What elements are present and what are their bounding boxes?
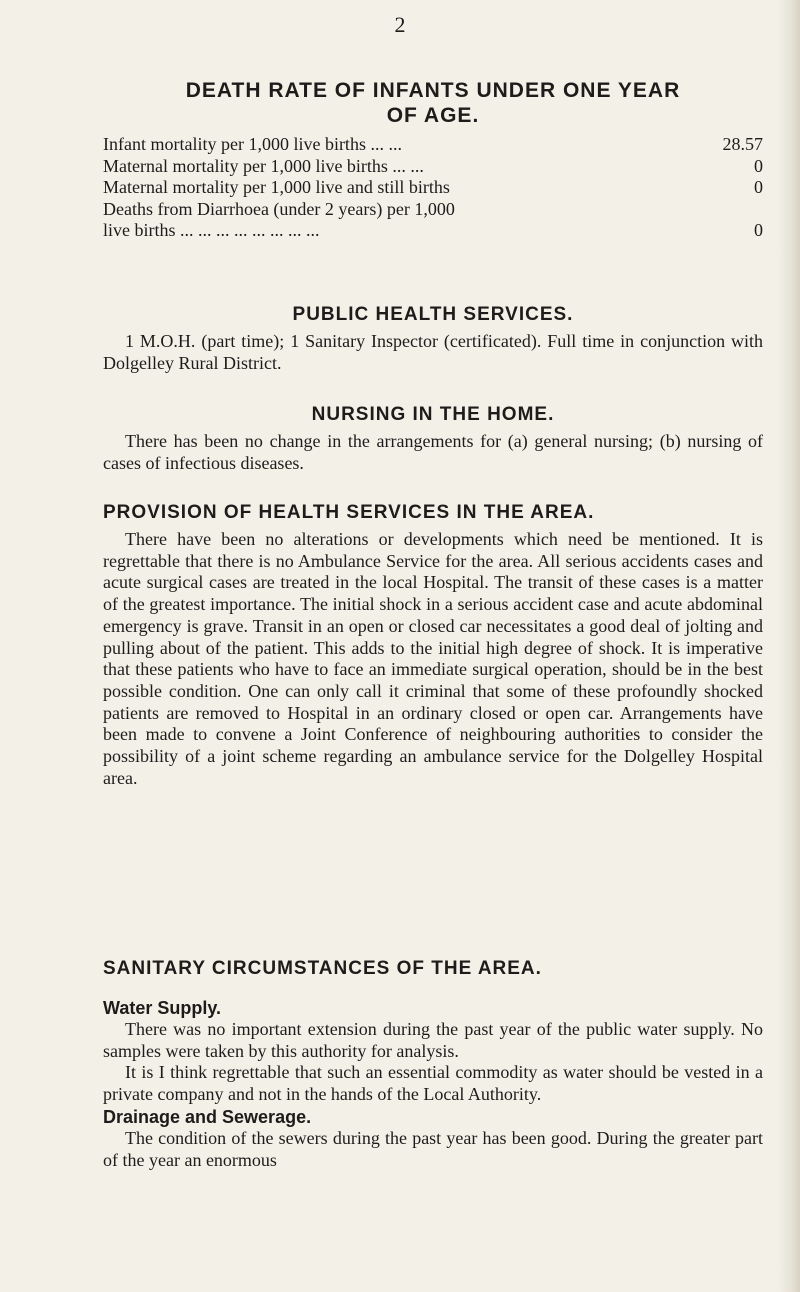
subsection-title-drainage: Drainage and Sewerage. xyxy=(103,1106,312,1127)
drainage-text: The condition of the sewers during the past year has been good. During the greater part of the year an enormous xyxy=(103,1127,763,1170)
stat-value xyxy=(703,199,763,221)
stat-label: Maternal mortality per 1,000 live births ... ... xyxy=(103,155,424,176)
water-supply-text: There was no important extension during the past year of the public water supply. No samples were taken by this authority for analysis. xyxy=(103,1019,763,1061)
stat-row xyxy=(103,199,763,221)
water-supply-text-2: It is I think regrettable that such an essential commodity as water should be vested in a private company and not in the hands of the Local Authority. xyxy=(103,1062,763,1105)
page-edge-shadow xyxy=(778,0,800,1292)
stat-row xyxy=(103,177,763,199)
stat-label: Deaths from Diarrhoea (under 2 years) per 1,000 xyxy=(103,198,455,219)
stat-row xyxy=(103,134,763,156)
provision-text: There have been no alterations or developments which need be mentioned. It is regrettable that there is no Ambulance Service for the area. All serious accidents cases and acute surgical cases are treated in the local Hospital. The transit of these cases is a matter of the greatest importance. The initial shock in a serious accident case and acute abdominal emergency is grave. Transit in an open or closed car necessitates a good deal of jolting and pulling about of the patient. This adds to the initial high degree of shock. It is imperative that these patients who have to face an immediate surgical operation, should be in the best possible condition. One can only call it criminal that some of these profoundly shocked patients are removed to Hospital in an ordinary closed or open car. Arrangements have been made to convene a Joint Conference of neighbouring authorities to consider the possibility of a joint scheme regarding an ambulance service for the Dolgelley Hospital area. xyxy=(103,529,763,788)
nursing-section xyxy=(103,402,763,474)
stat-value: 28.57 xyxy=(722,134,763,154)
stat-label: Infant mortality per 1,000 live births ... ... xyxy=(103,134,402,154)
page-number: 2 xyxy=(394,12,406,37)
provision-section xyxy=(103,500,763,789)
stat-row xyxy=(103,220,763,242)
sanitary-section xyxy=(103,956,763,1171)
section-title-sanitary: SANITARY CIRCUMSTANCES OF THE AREA. xyxy=(103,958,542,979)
section-title-infant-death-rate: DEATH RATE OF INFANTS UNDER ONE YEAR xyxy=(185,79,681,102)
section-title-public-health: PUBLIC HEALTH SERVICES. xyxy=(292,304,574,325)
subsection-title-water-supply: Water Supply. xyxy=(103,998,222,1018)
stat-label: Maternal mortality per 1,000 live and still births xyxy=(103,177,450,197)
public-health-section xyxy=(103,302,763,374)
stat-row xyxy=(103,156,763,178)
section-title-of-age: OF AGE. xyxy=(386,104,480,127)
section-title-nursing: NURSING IN THE HOME. xyxy=(311,404,555,425)
nursing-text: There has been no change in the arrangements for (a) general nursing; (b) nursing of cases of infectious diseases. xyxy=(103,431,763,473)
stat-label: live births ... ... ... ... ... ... ... ... xyxy=(103,220,320,240)
stat-value: 0 xyxy=(754,155,763,176)
public-health-text: 1 M.O.H. (part time); 1 Sanitary Inspector (certificated). Full time in conjunction with Dolgelley Rural District. xyxy=(103,331,763,373)
infant-mortality-section xyxy=(103,78,763,242)
section-title-provision: PROVISION OF HEALTH SERVICES IN THE AREA. xyxy=(103,502,595,523)
stat-value: 0 xyxy=(754,177,763,197)
stat-value: 0 xyxy=(754,220,763,240)
